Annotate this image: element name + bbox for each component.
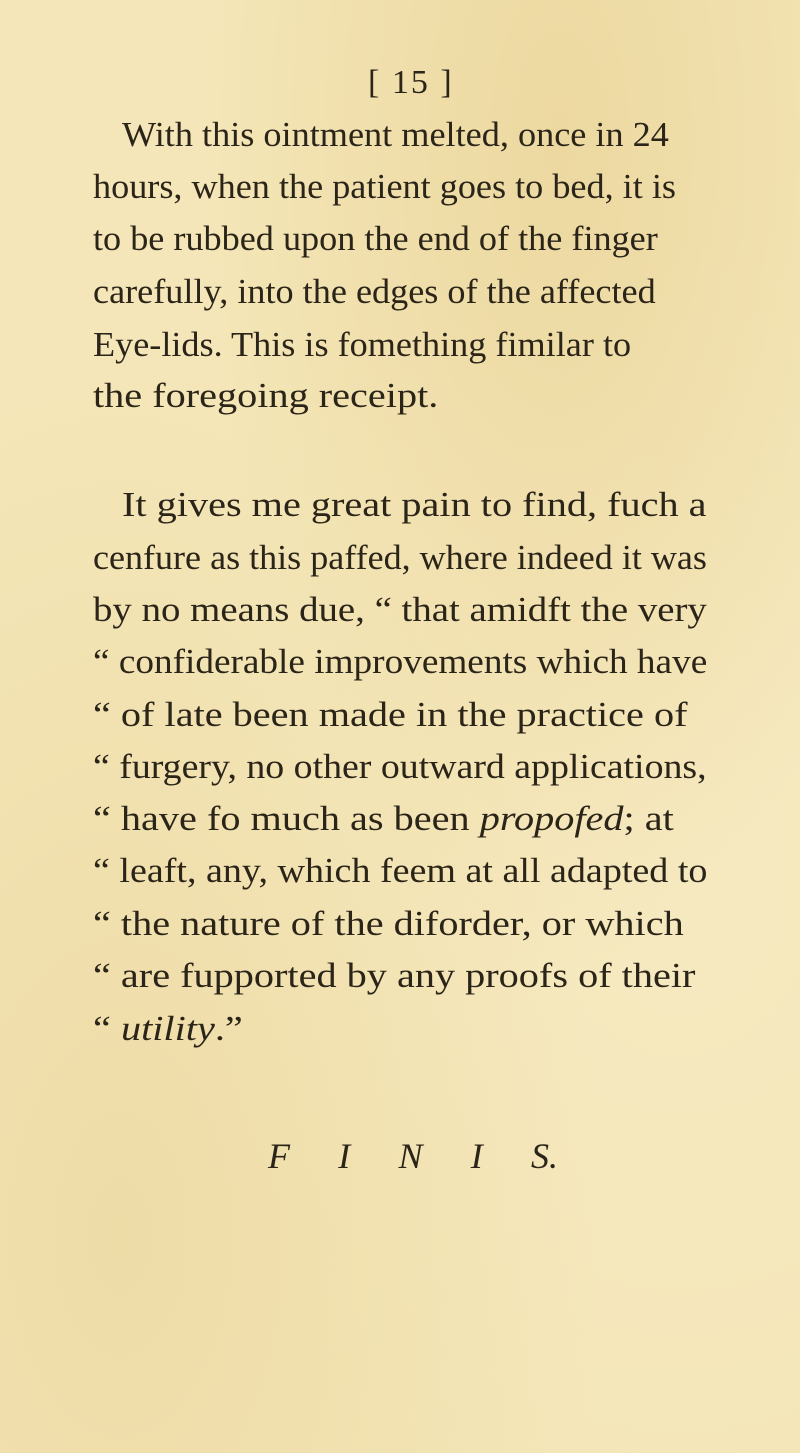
text-line: the foregoing receipt. xyxy=(93,376,439,415)
text-span: “ have fo much as been xyxy=(93,799,480,838)
text-line: hours, when the patient goes to bed, it is xyxy=(93,167,676,206)
page-number: [ 15 ] xyxy=(368,64,454,101)
finis-letter: I xyxy=(470,1136,483,1176)
text-line: “ confiderable improvements which have xyxy=(93,642,708,681)
finis-letter: I xyxy=(338,1136,351,1176)
text-line xyxy=(93,801,674,836)
text-span: .” xyxy=(214,1009,243,1048)
text-line: “ of late been made in the practice of xyxy=(93,695,688,734)
finis-heading xyxy=(268,1135,558,1177)
text-line: “ are fupported by any proofs of their xyxy=(93,956,696,995)
text-line: carefully, into the edges of the affected xyxy=(93,272,656,311)
text-line: “ leaft, any, which feem at all adapted to xyxy=(93,851,708,890)
finis-letter: N xyxy=(398,1136,423,1176)
text-line: With this ointment melted, once in 24 xyxy=(122,115,669,154)
text-line: “ furgery, no other outward applications, xyxy=(93,747,707,786)
italic-word: utility xyxy=(120,1009,215,1048)
text-line: to be rubbed upon the end of the finger xyxy=(93,219,658,258)
italic-word: propofed xyxy=(479,799,624,838)
text-line: “ the nature of the diforder, or which xyxy=(93,904,684,943)
text-line: Eye-lids. This is fomething fimilar to xyxy=(93,325,632,364)
text-line: by no means due, “ that amidft the very xyxy=(93,590,707,629)
text-line xyxy=(93,1011,243,1046)
text-line: cenfure as this paffed, where indeed it was xyxy=(93,538,707,577)
finis-letter: S. xyxy=(530,1136,558,1176)
text-span: ; at xyxy=(623,799,674,838)
text-line: It gives me great pain to find, fuch a xyxy=(122,485,707,524)
finis-letter: F xyxy=(268,1136,290,1176)
text-span: “ xyxy=(93,1009,121,1048)
